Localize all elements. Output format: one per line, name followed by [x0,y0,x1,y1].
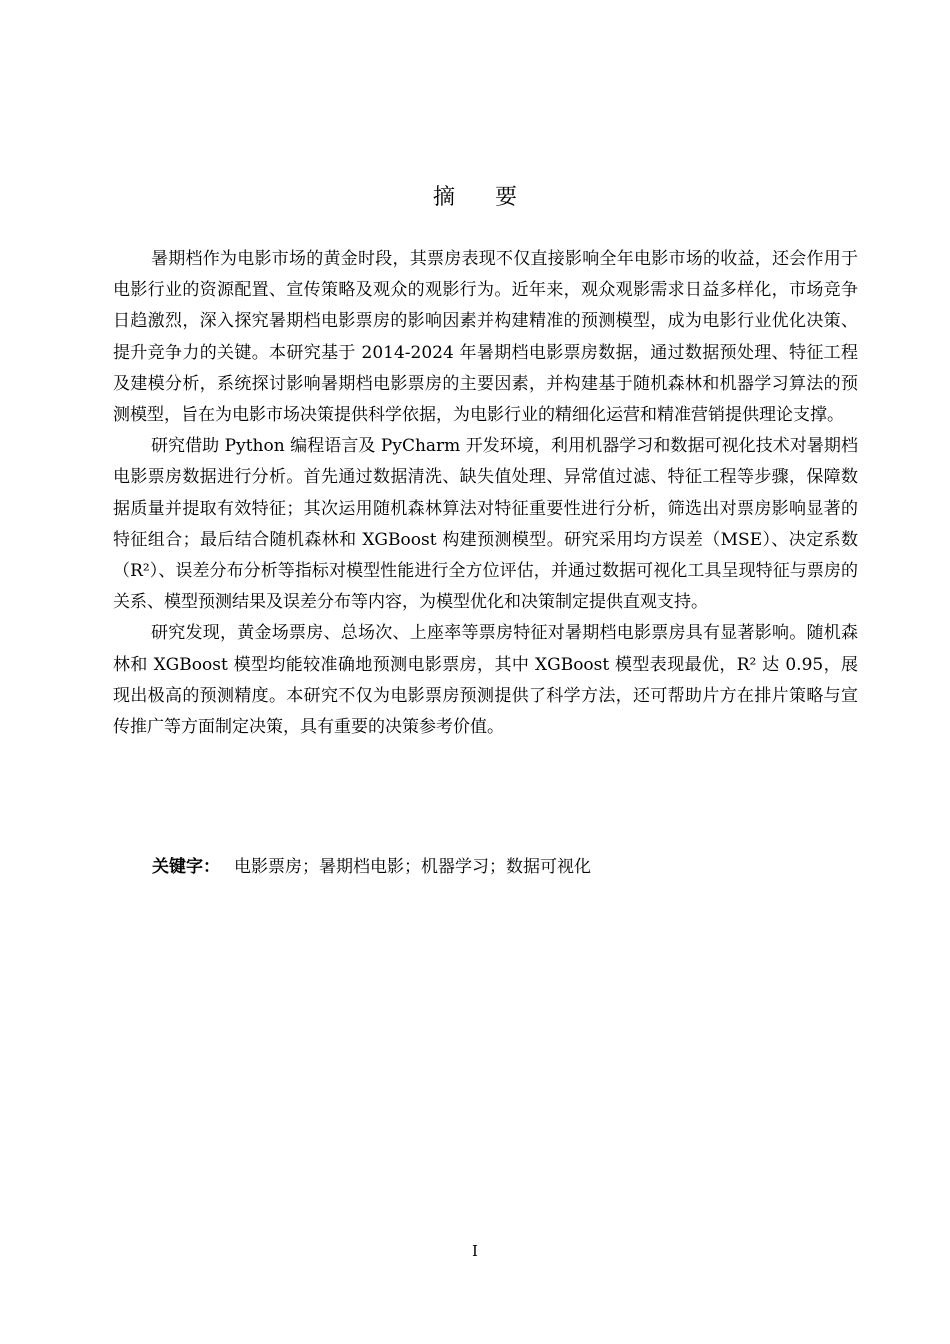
keywords-text: 电影票房；暑期档电影；机器学习；数据可视化 [234,857,591,877]
keywords-label: 关键字： [152,857,220,877]
abstract-title: 摘要 [432,185,557,210]
page-number: I [472,1242,478,1260]
abstract-paragraph-2: 研究借助 Python 编程语言及 PyCharm 开发环境，利用机器学习和数据可视化技术对暑期档电影票房数据进行分析。首先通过数据清洗、缺失值处理、异常值过滤、特征工程等步骤，保障数据质量并提取有效特征；其次运用随机森林算法对特征重要性进行分析，筛选出对票房影响显著的特征组合；最后结合随机森林和 XGBoost 构建预测模型。研究采用均方误差（MSE）、决定系数（R²）、误差分布分析等指标对模型性能进行全方位评估，并通过数据可视化工具呈现特征与票房的关系、模型预测结果及误差分布等内容，为模型优化和决策制定提供直观支持。 [113,436,858,613]
keywords-line [152,852,591,882]
abstract-paragraph-3: 研究发现，黄金场票房、总场次、上座率等票房特征对暑期档电影票房具有显著影响。随机森林和 XGBoost 模型均能较准确地预测电影票房，其中 XGBoost 模型表现最优，R² 达 0.95，展现出极高的预测精度。本研究不仅为电影票房预测提供了科学方法，还可帮助片方在排片策略与宣传推广等方面制定决策，具有重要的决策参考价值。 [113,623,858,738]
abstract-paragraph-1: 暑期档作为电影市场的黄金时段，其票房表现不仅直接影响全年电影市场的收益，还会作用于电影行业的资源配置、宣传策略及观众的观影行为。近年来，观众观影需求日益多样化，市场竞争日趋激烈，深入探究暑期档电影票房的影响因素并构建精准的预测模型，成为电影行业优化决策、提升竞争力的关键。本研究基于 2014-2024 年暑期档电影票房数据，通过数据预处理、特征工程及建模分析，系统探讨影响暑期档电影票房的主要因素，并构建基于随机森林和机器学习算法的预测模型，旨在为电影市场决策提供科学依据，为电影行业的精细化运营和精准营销提供理论支撑。 [113,249,858,426]
abstract-body [113,244,858,743]
